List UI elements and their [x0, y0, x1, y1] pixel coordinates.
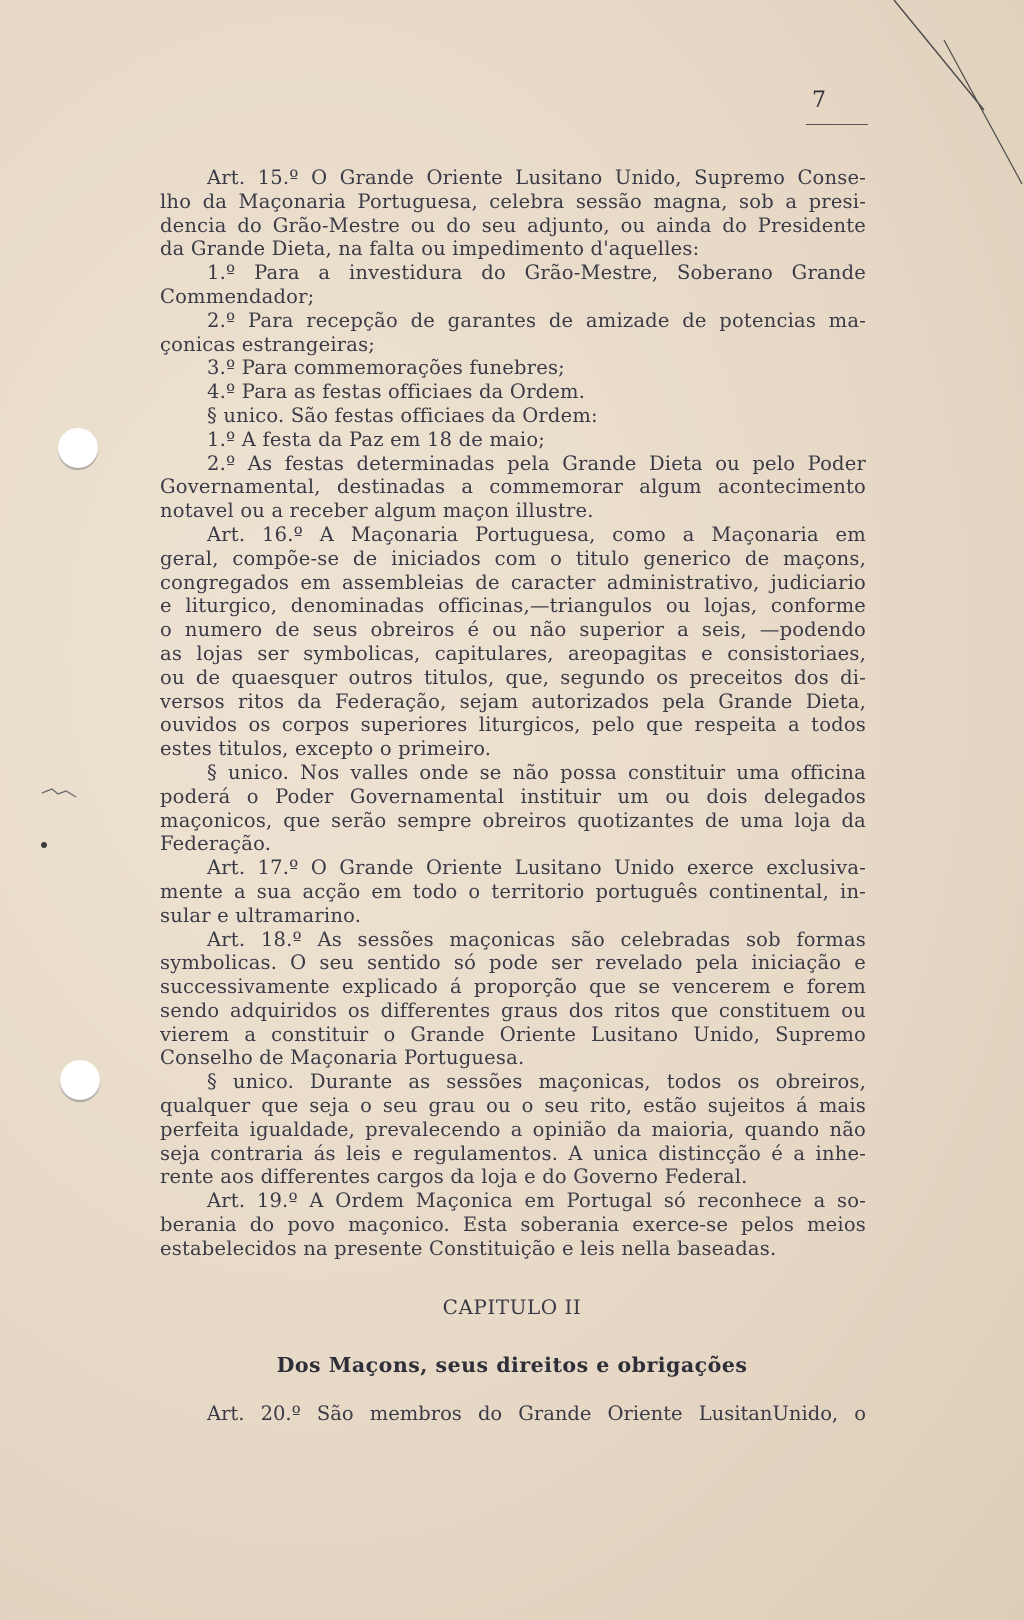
- text-line: da Grande Dieta, na falta ou impedimento d'aquelles:: [160, 237, 700, 261]
- text-line: Art. 18.º As sessões maçonicas são celebradas sob formas: [207, 927, 866, 951]
- text-line: sular e ultramarino.: [160, 903, 362, 927]
- text-line: as lojas ser symbolicas, capitulares, areopagitas e consistoriaes,: [160, 641, 866, 665]
- text-line: berania do povo maçonico. Esta soberania exerce-se pelos meios: [160, 1213, 866, 1237]
- text-line: symbolicas. O seu sentido só pode ser revelado pela iniciação e: [160, 951, 866, 975]
- text-line: Conselho de Maçonaria Portuguesa.: [160, 1046, 525, 1070]
- text-line: successivamente explicado á proporção que se vencerem e forem: [160, 975, 866, 999]
- text-line: mente a sua acção em todo o territorio português continental, in-: [160, 879, 866, 903]
- text-line: Art. 17.º O Grande Oriente Lusitano Unido exerce exclusiva-: [207, 856, 866, 880]
- text-line: 1.º A festa da Paz em 18 de maio;: [207, 427, 546, 451]
- text-line: qualquer que seja o seu grau ou o seu rito, estão sujeitos á mais: [160, 1094, 866, 1118]
- text-line: ouvidos os corpos superiores liturgicos, pelo que respeita a todos: [160, 713, 866, 737]
- page-number: 7: [812, 88, 826, 113]
- chapter-subtitle: Dos Maçons, seus direitos e obrigações: [276, 1353, 748, 1377]
- text-line: maçonicos, que serão sempre obreiros quotizantes de uma loja da: [160, 808, 866, 832]
- text-line: 2.º Para recepção de garantes de amizade de potencias ma-: [207, 308, 866, 332]
- text-line: sendo adquiridos os differentes graus dos ritos que constituem ou: [160, 998, 866, 1022]
- punch-hole-top: [58, 428, 98, 468]
- text-line: § unico. Nos valles onde se não possa constituir uma officina: [207, 760, 866, 784]
- text-line: 1.º Para a investidura do Grão-Mestre, Soberano Grande: [207, 261, 866, 285]
- text-line: congregados em assembleias de caracter administrativo, judiciario: [160, 570, 866, 594]
- text-line: Commendador;: [160, 284, 315, 308]
- text-line: çonicas estrangeiras;: [160, 332, 376, 356]
- text-line: e liturgico, denominadas officinas,—triangulos ou lojas, conforme: [160, 594, 866, 618]
- text-line: § unico. São festas officiaes da Ordem:: [207, 403, 598, 427]
- text-line: Art. 19.º A Ordem Maçonica em Portugal só reconhece a so-: [207, 1189, 866, 1213]
- text-line: lho da Maçonaria Portuguesa, celebra sessão magna, sob a presi-: [160, 189, 866, 213]
- text-line: seja contraria ás leis e regulamentos. A unica distincção é a inhe-: [160, 1141, 866, 1165]
- text-line: 3.º Para commemorações funebres;: [207, 356, 565, 380]
- punch-hole-bottom: [60, 1060, 100, 1100]
- text-line: o numero de seus obreiros é ou não superior a seis, —podendo: [160, 618, 866, 642]
- text-line: vierem a constituir o Grande Oriente Lusitano Unido, Supremo: [160, 1022, 866, 1046]
- text-line: § unico. Durante as sessões maçonicas, todos os obreiros,: [207, 1070, 866, 1094]
- text-line: rente aos differentes cargos da loja e do Governo Federal.: [160, 1165, 748, 1189]
- margin-ink-mark: [38, 785, 88, 855]
- text-line: Art. 15.º O Grande Oriente Lusitano Unido, Supremo Conse-: [207, 166, 866, 189]
- text-line: dencia do Grão-Mestre ou do seu adjunto, ou ainda do Presidente: [160, 213, 866, 237]
- article-20-line: Art. 20.º São membros do Grande Oriente LusitanUnido, o: [207, 1402, 866, 1425]
- text-line: notavel ou a receber algum maçon illustre.: [160, 499, 594, 523]
- text-line: ou de quaesquer outros titulos, que, segundo os preceitos dos di-: [160, 665, 866, 689]
- text-line: geral, compõe-se de iniciados com o titulo generico de maçons,: [160, 546, 866, 570]
- text-line: versos ritos da Federação, sejam autorizados pela Grande Dieta,: [160, 689, 866, 713]
- text-line: 4.º Para as festas officiaes da Ordem.: [207, 380, 586, 404]
- text-line: estabelecidos na presente Constituição e leis nella baseadas.: [160, 1236, 777, 1260]
- text-line: Governamental, destinadas a commemorar algum acontecimento: [160, 475, 866, 499]
- text-line: poderá o Poder Governamental instituir um ou dois delegados: [160, 784, 866, 808]
- text-line: estes titulos, excepto o primeiro.: [160, 737, 492, 761]
- corner-fold-mark: [884, 0, 1024, 200]
- text-line: 2.º As festas determinadas pela Grande Dieta ou pelo Poder: [207, 451, 866, 475]
- chapter-heading: CAPITULO II: [442, 1295, 582, 1319]
- text-line: perfeita igualdade, prevalecendo a opinião da maioria, quando não: [160, 1117, 866, 1141]
- text-line: Federação.: [160, 832, 272, 856]
- page-number-rule: [806, 124, 868, 125]
- body-text: [160, 166, 866, 1261]
- text-line: Art. 16.º A Maçonaria Portuguesa, como a Maçonaria em: [207, 522, 866, 546]
